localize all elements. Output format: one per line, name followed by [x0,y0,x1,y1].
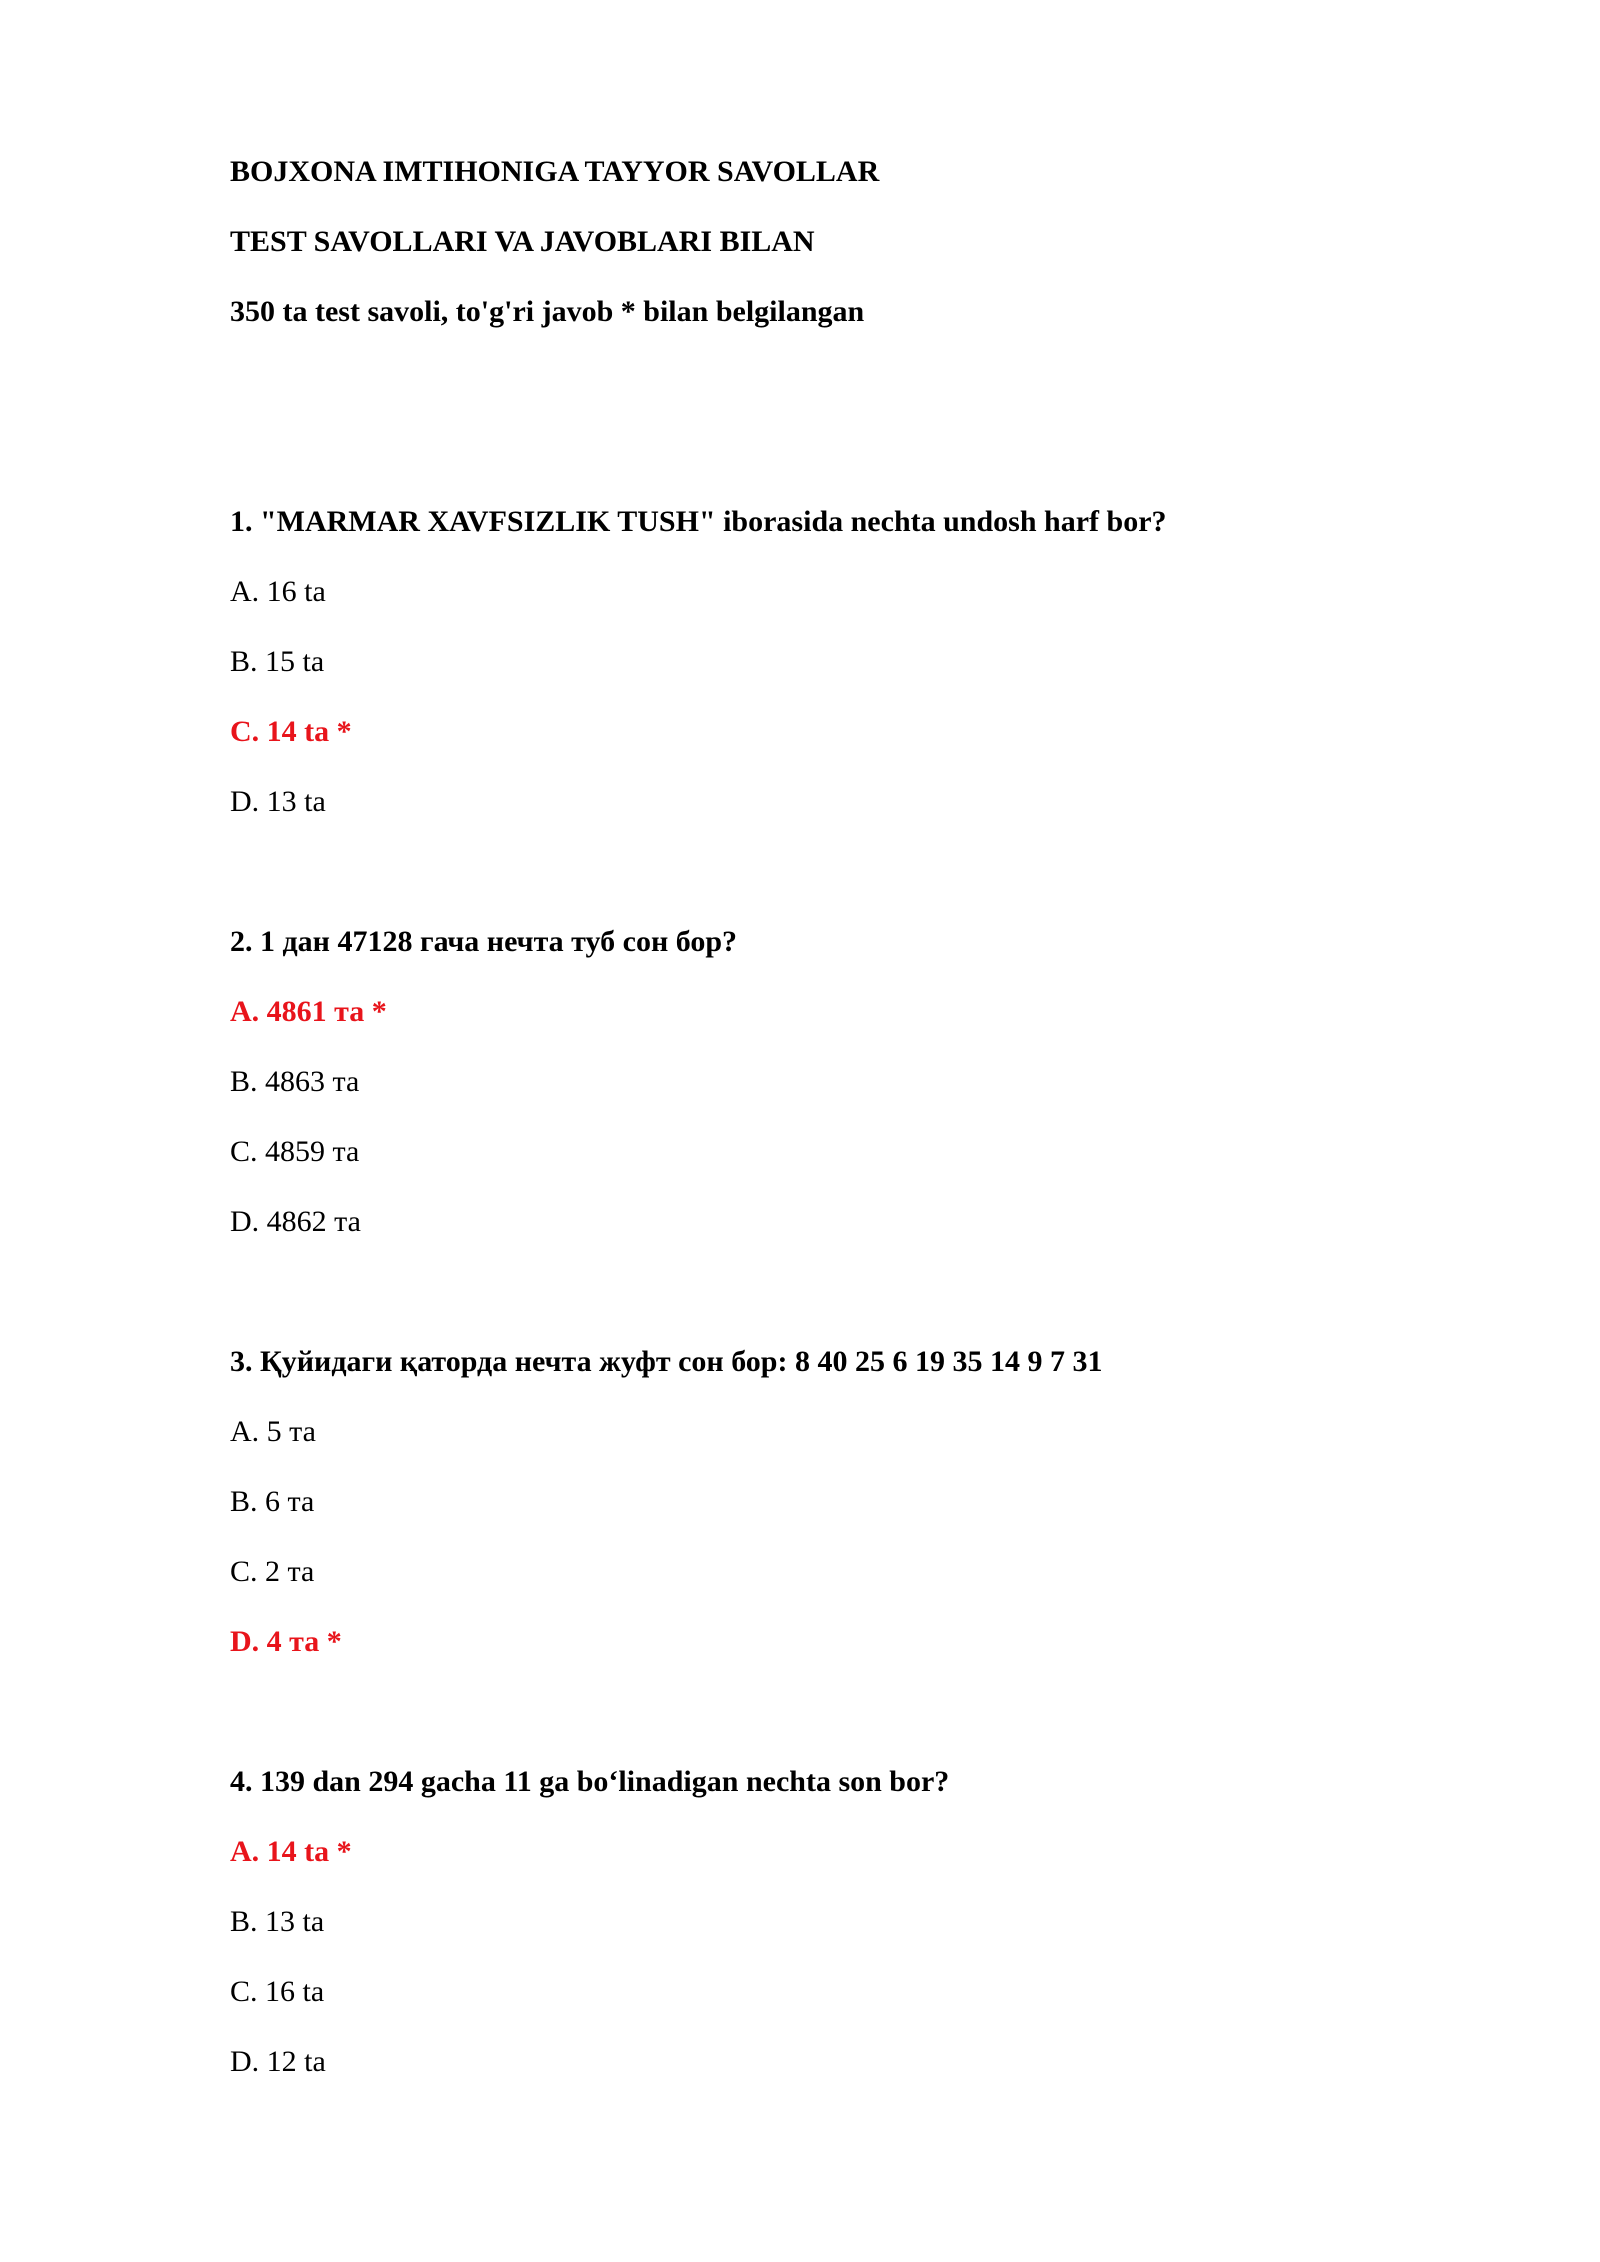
question-2-option-b: B. 4863 та [230,1065,360,1098]
document-subtitle: TEST SAVOLLARI VA JAVOBLARI BILAN [230,225,815,258]
question-1-option-a: A. 16 ta [230,575,326,608]
document-note: 350 ta test savoli, to'g'ri javob * bilan belgilangan [230,295,865,328]
question-4-text: 4. 139 dan 294 gacha 11 ga bo‘linadigan nechta son bor? [230,1765,950,1798]
question-3-option-b: B. 6 та [230,1485,315,1518]
question-4-option-d: D. 12 ta [230,2045,326,2078]
question-1-text: 1. "MARMAR XAVFSIZLIK TUSH" iborasida nechta undosh harf bor? [230,505,1167,538]
question-2-option-a-correct: A. 4861 та * [230,995,387,1028]
question-3-option-a: A. 5 та [230,1415,316,1448]
question-4-option-b: B. 13 ta [230,1905,325,1938]
question-2-option-d: D. 4862 та [230,1205,361,1238]
document-title: BOJXONA IMTIHONIGA TAYYOR SAVOLLAR [230,155,880,188]
question-2-text: 2. 1 дан 47128 гача нечта туб сон бор? [230,925,738,958]
question-4-option-c: C. 16 ta [230,1975,325,2008]
question-3-option-d-correct: D. 4 та * [230,1625,342,1658]
question-3-option-c: C. 2 та [230,1555,315,1588]
question-3-text: 3. Қуйидаги қаторда нечта жуфт сон бор: 8 40 25 6 19 35 14 9 7 31 [230,1345,1103,1378]
question-1-option-d: D. 13 ta [230,785,326,818]
question-2-option-c: C. 4859 та [230,1135,360,1168]
question-1-option-c-correct: C. 14 ta * [230,715,352,748]
question-4-option-a-correct: A. 14 ta * [230,1835,352,1868]
question-1-option-b: B. 15 ta [230,645,325,678]
